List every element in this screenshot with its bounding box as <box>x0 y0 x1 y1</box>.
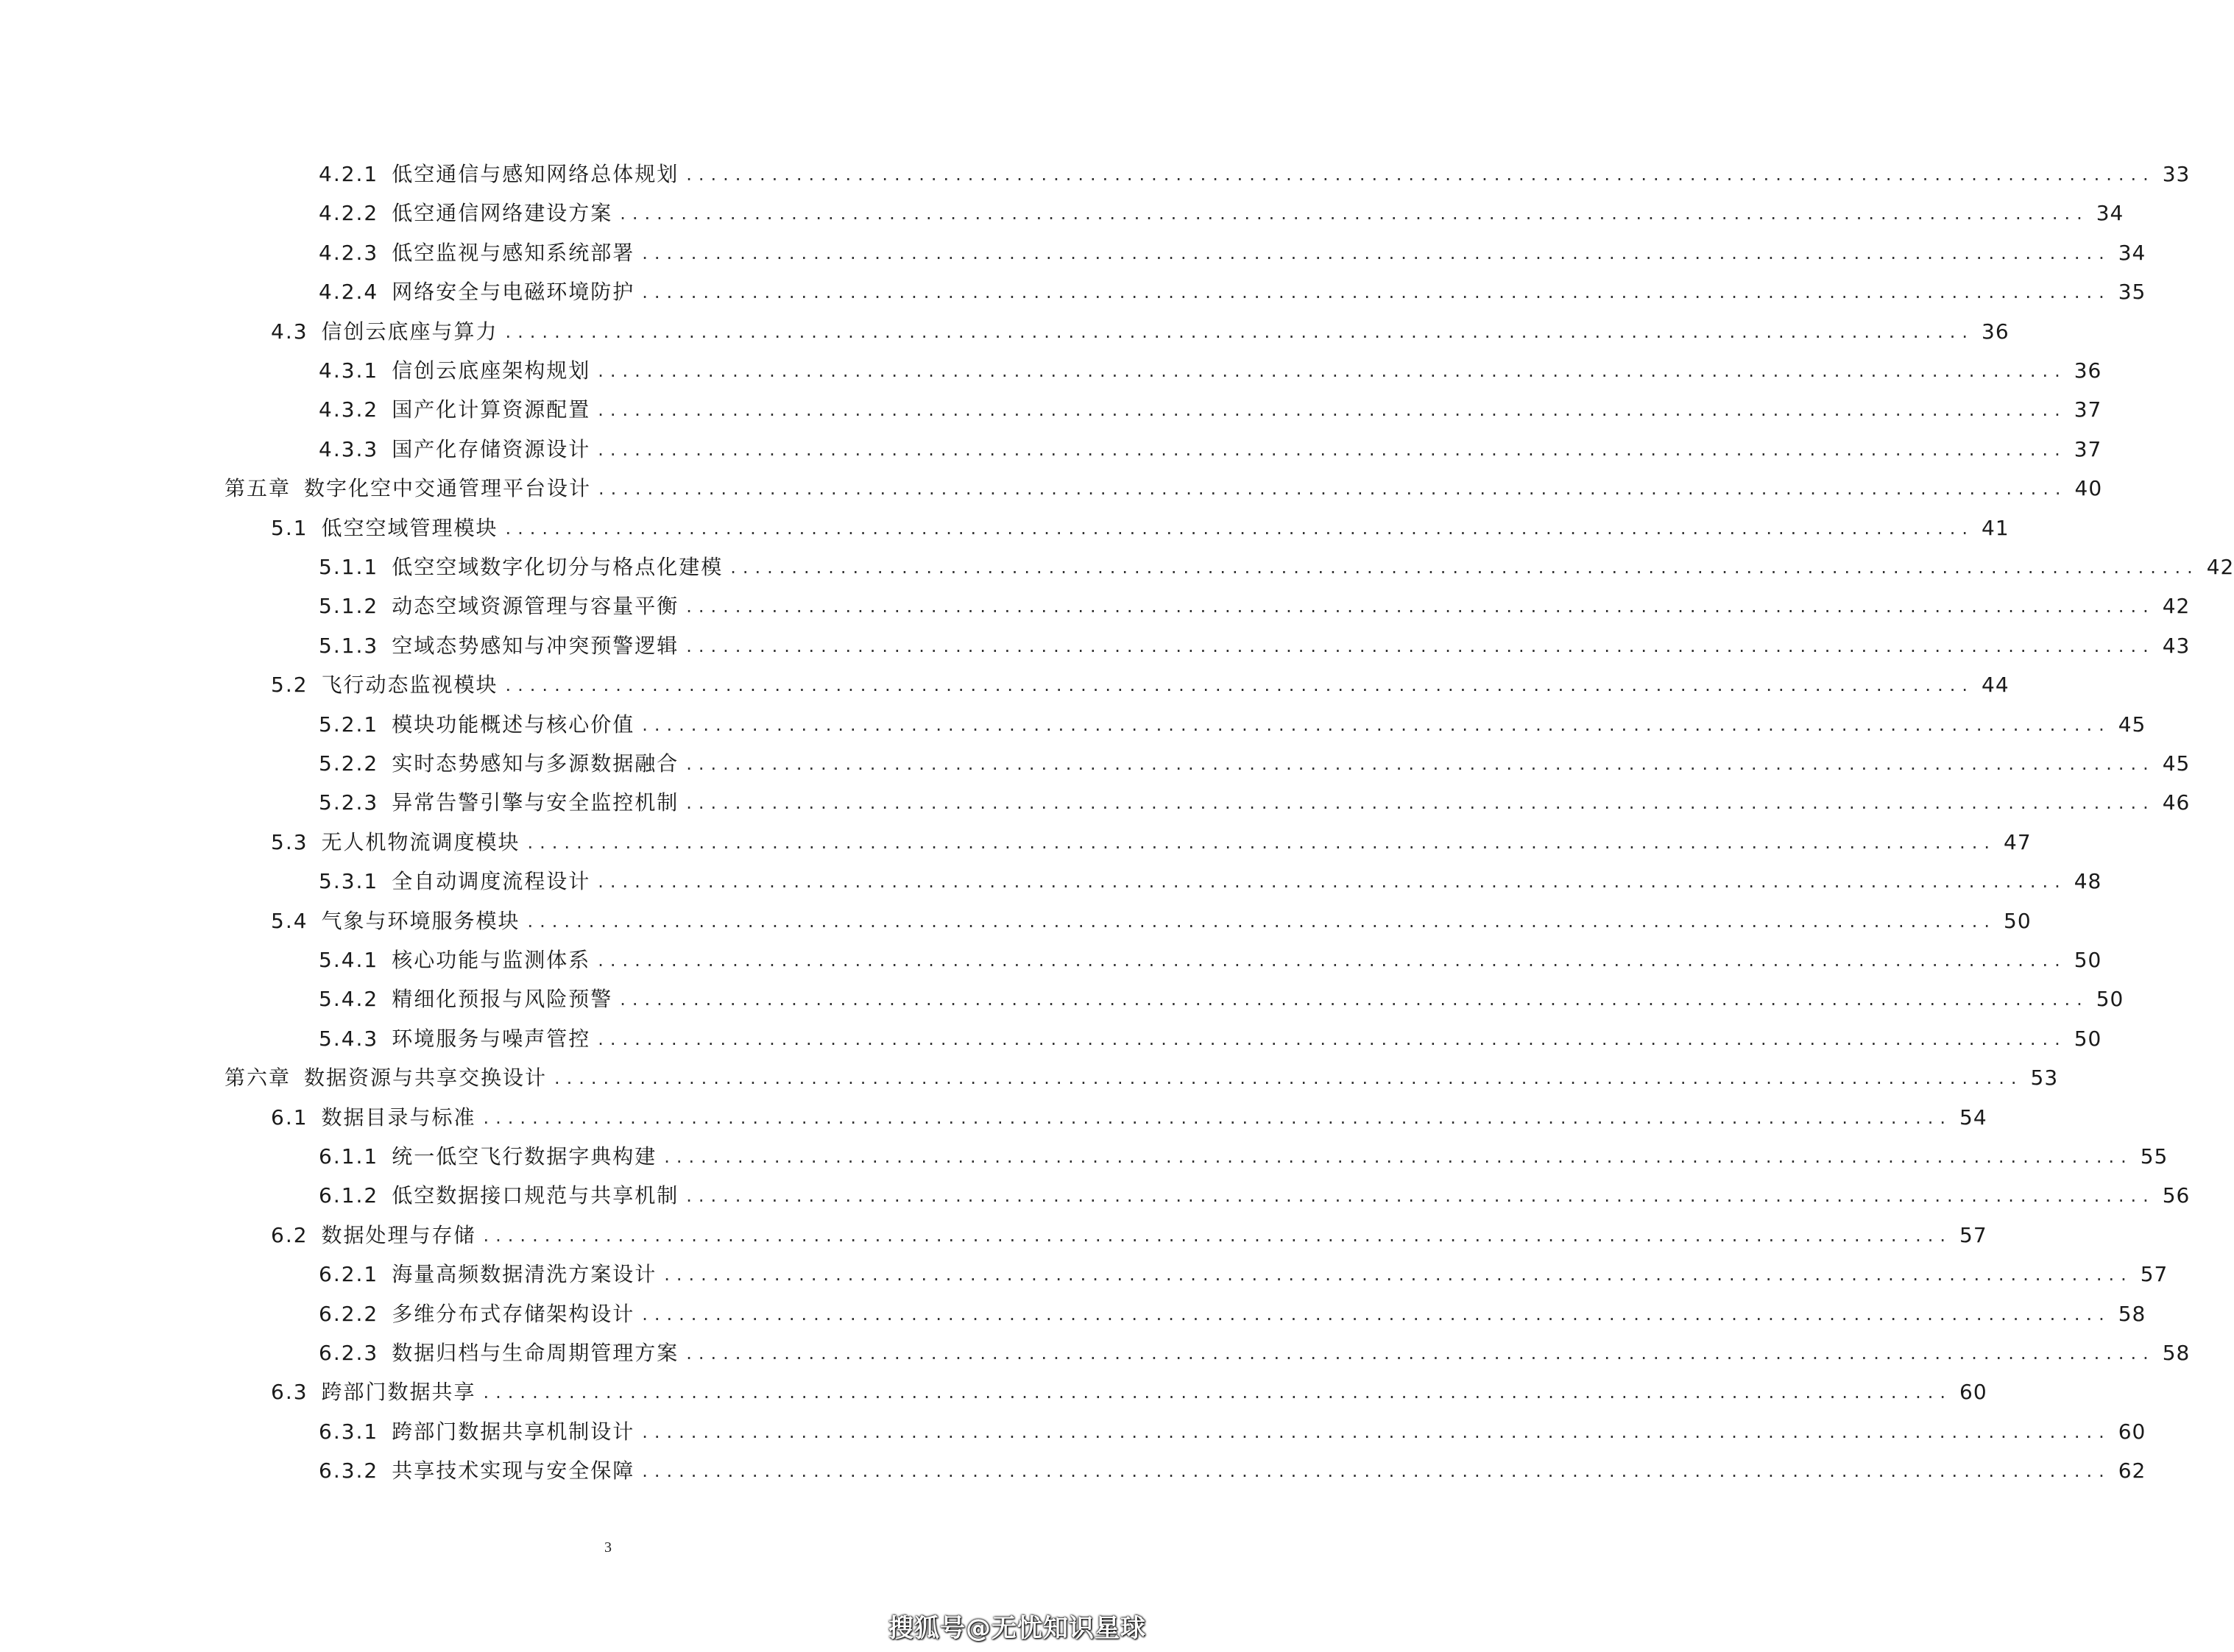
toc-entry[interactable] <box>319 1010 2102 1051</box>
toc-entry-number: 5.1 <box>271 515 308 540</box>
toc-entry[interactable] <box>319 146 2191 186</box>
toc-entry[interactable] <box>271 1089 1987 1130</box>
toc-leader-dots: ........................................................................................................................ <box>686 1185 2155 1207</box>
toc-leader-dots: ........................................................................................................................ <box>598 361 2067 381</box>
toc-entry-page: 44 <box>1982 673 2009 698</box>
toc-entry[interactable] <box>225 460 2103 501</box>
toc-entry-page: 50 <box>2096 987 2124 1012</box>
toc-entry-title: 数据归档与生命周期管理方案 <box>392 1341 679 1365</box>
toc-entry-number: 6.3.2 <box>319 1458 379 1483</box>
toc-entry[interactable] <box>319 263 2146 305</box>
toc-entry-number: 5.4.2 <box>319 987 379 1012</box>
toc-entry-page: 42 <box>2206 555 2234 579</box>
toc-entry-title: 跨部门数据共享 <box>321 1380 476 1405</box>
toc-leader-dots: ........................................................................................................................ <box>554 1068 2023 1089</box>
toc-entry-page: 33 <box>2162 162 2191 186</box>
toc-entry-page: 54 <box>1959 1105 1987 1130</box>
toc-entry-title: 动态空域资源管理与容量平衡 <box>392 594 679 619</box>
toc-entry[interactable] <box>225 1049 2059 1091</box>
toc-entry[interactable] <box>319 735 2191 776</box>
toc-leader-dots: ........................................................................................................................ <box>686 635 2155 656</box>
toc-entry-page: 60 <box>2118 1419 2146 1444</box>
toc-entry-page: 41 <box>1982 515 2009 540</box>
toc-entry[interactable] <box>271 303 2009 344</box>
toc-leader-dots: ........................................................................................................................ <box>686 793 2155 814</box>
toc-entry[interactable] <box>319 539 2234 579</box>
toc-entry-page: 35 <box>2118 280 2146 305</box>
toc-entry-number: 4.2.3 <box>319 240 379 265</box>
toc-leader-dots: ........................................................................................................................ <box>730 557 2199 578</box>
toc-leader-dots: ........................................................................................................................ <box>598 871 2067 893</box>
toc-entry[interactable] <box>319 1325 2191 1365</box>
toc-leader-dots: ........................................................................................................................ <box>642 242 2111 263</box>
toc-entry-page: 36 <box>1982 319 2009 344</box>
toc-entry-page: 57 <box>2140 1262 2168 1287</box>
toc-entry-page: 34 <box>2118 240 2146 265</box>
toc-entry-number: 第六章 <box>225 1066 291 1091</box>
toc-entry[interactable] <box>319 421 2102 461</box>
toc-entry[interactable] <box>319 617 2191 658</box>
toc-leader-dots: ........................................................................................................................ <box>527 832 1997 853</box>
toc-leader-dots: ........................................................................................................................ <box>642 714 2111 735</box>
toc-entry-page: 37 <box>2074 436 2102 461</box>
toc-leader-dots: ........................................................................................................................ <box>505 517 1975 539</box>
toc-entry-title: 精细化预报与风险预警 <box>392 987 613 1012</box>
toc-entry-title: 异常告警引擎与安全监控机制 <box>392 790 679 815</box>
toc-entry-page: 50 <box>2074 948 2102 972</box>
toc-leader-dots: ........................................................................................................................ <box>642 282 2111 303</box>
toc-entry-number: 第五章 <box>225 476 291 501</box>
toc-entry-title: 数据资源与共享交换设计 <box>304 1066 548 1091</box>
toc-entry-number: 6.1 <box>271 1105 308 1130</box>
toc-entry-number: 4.3 <box>271 319 308 344</box>
toc-entry-page: 60 <box>1959 1380 1987 1405</box>
toc-entry[interactable] <box>319 1128 2168 1169</box>
toc-entry[interactable] <box>319 932 2102 972</box>
toc-entry-page: 43 <box>2162 633 2191 658</box>
toc-entry[interactable] <box>319 853 2102 894</box>
toc-leader-dots: ........................................................................................................................ <box>598 400 2067 421</box>
toc-leader-dots: ........................................................................................................................ <box>686 164 2155 185</box>
toc-entry-title: 环境服务与噪声管控 <box>392 1026 591 1051</box>
toc-entry-page: 48 <box>2074 869 2102 894</box>
toc-entry-title: 无人机物流调度模块 <box>321 829 520 854</box>
toc-entry[interactable] <box>319 185 2124 226</box>
toc-entry-title: 信创云底座架构规划 <box>392 358 591 383</box>
toc-entry[interactable] <box>271 893 2032 933</box>
toc-entry-title: 共享技术实现与安全保障 <box>392 1458 635 1483</box>
toc-entry-number: 6.2.2 <box>319 1301 379 1326</box>
toc-entry[interactable] <box>319 342 2102 383</box>
toc-entry-number: 5.4.1 <box>319 948 379 972</box>
toc-entry-number: 4.2.4 <box>319 280 379 305</box>
toc-entry[interactable] <box>319 224 2146 265</box>
toc-entry-number: 6.2.3 <box>319 1341 379 1365</box>
toc-entry-number: 5.2.1 <box>319 712 379 737</box>
toc-entry-title: 低空空域数字化切分与格点化建模 <box>392 555 724 579</box>
toc-entry[interactable] <box>319 971 2124 1012</box>
toc-entry-title: 低空通信网络建设方案 <box>392 201 613 226</box>
toc-entry[interactable] <box>319 1167 2191 1208</box>
toc-entry-number: 4.3.1 <box>319 358 379 383</box>
toc-entry[interactable] <box>319 1246 2168 1287</box>
toc-entry-title: 国产化存储资源设计 <box>392 436 591 461</box>
toc-entry-number: 5.4.3 <box>319 1026 379 1051</box>
toc-entry-number: 5.3.1 <box>319 869 379 894</box>
toc-entry-number: 5.1.1 <box>319 555 379 579</box>
toc-entry-page: 47 <box>2004 829 2032 854</box>
toc-leader-dots: ........................................................................................................................ <box>686 596 2155 617</box>
toc-leader-dots: ........................................................................................................................ <box>483 1382 1953 1403</box>
toc-entry[interactable] <box>319 774 2191 815</box>
toc-entry-title: 实时态势感知与多源数据融合 <box>392 751 679 776</box>
toc-entry-number: 6.2 <box>271 1222 308 1247</box>
toc-entry-number: 5.2 <box>271 673 308 698</box>
toc-entry-page: 42 <box>2162 594 2191 619</box>
toc-entry-title: 数字化空中交通管理平台设计 <box>304 476 592 501</box>
toc-entry-page: 50 <box>2004 908 2032 933</box>
toc-entry[interactable] <box>319 1403 2146 1444</box>
toc-entry[interactable] <box>271 1207 1987 1247</box>
toc-entry-title: 统一低空飞行数据字典构建 <box>392 1144 657 1169</box>
toc-entry-page: 58 <box>2162 1341 2191 1365</box>
toc-entry-title: 气象与环境服务模块 <box>321 908 520 933</box>
toc-entry-number: 5.2.2 <box>319 751 379 776</box>
toc-entry-page: 50 <box>2074 1026 2102 1051</box>
toc-leader-dots: ........................................................................................................................ <box>686 754 2155 774</box>
page-number: 3 <box>604 1539 612 1556</box>
toc-leader-dots: ........................................................................................................................ <box>598 950 2067 971</box>
toc-entry-title: 全自动调度流程设计 <box>392 869 591 894</box>
toc-entry-number: 6.1.1 <box>319 1144 379 1169</box>
toc-entry-number: 6.3.1 <box>319 1419 379 1444</box>
toc-entry[interactable] <box>271 500 2009 540</box>
toc-entry-number: 5.3 <box>271 829 308 854</box>
toc-entry-page: 34 <box>2096 201 2124 226</box>
toc-leader-dots: ........................................................................................................................ <box>483 1107 1953 1128</box>
toc-entry-title: 模块功能概述与核心价值 <box>392 712 635 737</box>
toc-entry-title: 低空空域管理模块 <box>321 515 498 540</box>
toc-leader-dots: ........................................................................................................................ <box>505 675 1975 696</box>
toc-entry-page: 56 <box>2162 1183 2191 1208</box>
toc-leader-dots: ........................................................................................................................ <box>686 1343 2155 1364</box>
toc-entry-title: 网络安全与电磁环境防护 <box>392 280 635 305</box>
toc-entry-title: 核心功能与监测体系 <box>392 948 591 972</box>
toc-leader-dots: ........................................................................................................................ <box>620 989 2089 1010</box>
toc-entry-page: 46 <box>2162 790 2191 815</box>
toc-leader-dots: ........................................................................................................................ <box>527 910 1997 932</box>
toc-entry[interactable] <box>319 578 2191 619</box>
toc-entry-number: 5.1.2 <box>319 594 379 619</box>
toc-leader-dots: ........................................................................................................................ <box>598 439 2067 460</box>
toc-entry-title: 低空监视与感知系统部署 <box>392 240 635 265</box>
toc-entry-number: 5.1.3 <box>319 633 379 658</box>
toc-entry-page: 36 <box>2074 358 2102 383</box>
toc-entry-title: 空域态势感知与冲突预警逻辑 <box>392 633 679 658</box>
toc-entry[interactable] <box>271 814 2032 854</box>
toc-leader-dots: ........................................................................................................................ <box>598 478 2068 500</box>
toc-leader-dots: ........................................................................................................................ <box>642 1461 2111 1482</box>
toc-entry-number: 5.4 <box>271 908 308 933</box>
toc-entry[interactable] <box>271 656 2009 698</box>
toc-entry-title: 信创云底座与算力 <box>321 319 498 344</box>
toc-entry-page: 45 <box>2162 751 2191 776</box>
toc-entry-title: 数据处理与存储 <box>321 1222 476 1247</box>
toc-entry-page: 53 <box>2030 1066 2059 1091</box>
toc-entry-title: 低空数据接口规范与共享机制 <box>392 1183 679 1208</box>
toc-entry-number: 4.3.3 <box>319 436 379 461</box>
toc-entry-number: 5.2.3 <box>319 790 379 815</box>
toc-entry-number: 4.2.1 <box>319 162 379 186</box>
toc-entry-page: 55 <box>2140 1144 2168 1169</box>
toc-leader-dots: ........................................................................................................................ <box>620 203 2089 224</box>
toc-entry-number: 4.2.2 <box>319 201 379 226</box>
toc-leader-dots: ........................................................................................................................ <box>664 1264 2133 1286</box>
toc-leader-dots: ........................................................................................................................ <box>642 1421 2111 1442</box>
toc-entry-page: 57 <box>1959 1222 1987 1247</box>
toc-entry-page: 58 <box>2118 1301 2146 1326</box>
toc-entry[interactable] <box>319 1286 2146 1326</box>
toc-entry-title: 低空通信与感知网络总体规划 <box>392 162 679 186</box>
toc-entry-title: 多维分布式存储架构设计 <box>392 1301 635 1326</box>
toc-leader-dots: ........................................................................................................................ <box>483 1224 1953 1246</box>
toc-entry-number: 6.2.1 <box>319 1262 379 1287</box>
toc-entry-title: 数据目录与标准 <box>321 1105 476 1130</box>
toc-entry-title: 国产化计算资源配置 <box>392 397 591 422</box>
toc-entry-title: 跨部门数据共享机制设计 <box>392 1419 635 1444</box>
toc-leader-dots: ........................................................................................................................ <box>642 1303 2111 1325</box>
toc-entry-page: 37 <box>2074 397 2102 422</box>
toc-entry-page: 45 <box>2118 712 2146 737</box>
toc-entry-title: 飞行动态监视模块 <box>321 673 498 698</box>
toc-entry[interactable] <box>319 1442 2146 1483</box>
toc-entry[interactable] <box>319 696 2146 737</box>
watermark: 搜狐号@无忧知识星球 <box>888 1614 1146 1643</box>
toc-entry-title: 海量高频数据清洗方案设计 <box>392 1262 657 1287</box>
toc-entry-number: 6.1.2 <box>319 1183 379 1208</box>
toc-leader-dots: ........................................................................................................................ <box>505 321 1975 342</box>
toc-leader-dots: ........................................................................................................................ <box>598 1028 2067 1049</box>
toc-entry-page: 40 <box>2074 476 2103 501</box>
toc-leader-dots: ........................................................................................................................ <box>664 1146 2133 1167</box>
toc-entry-number: 4.3.2 <box>319 397 379 422</box>
toc-entry[interactable] <box>271 1364 1987 1405</box>
toc-entry[interactable] <box>319 381 2102 422</box>
toc-entry-number: 6.3 <box>271 1380 308 1405</box>
toc-entry-page: 62 <box>2118 1458 2146 1483</box>
